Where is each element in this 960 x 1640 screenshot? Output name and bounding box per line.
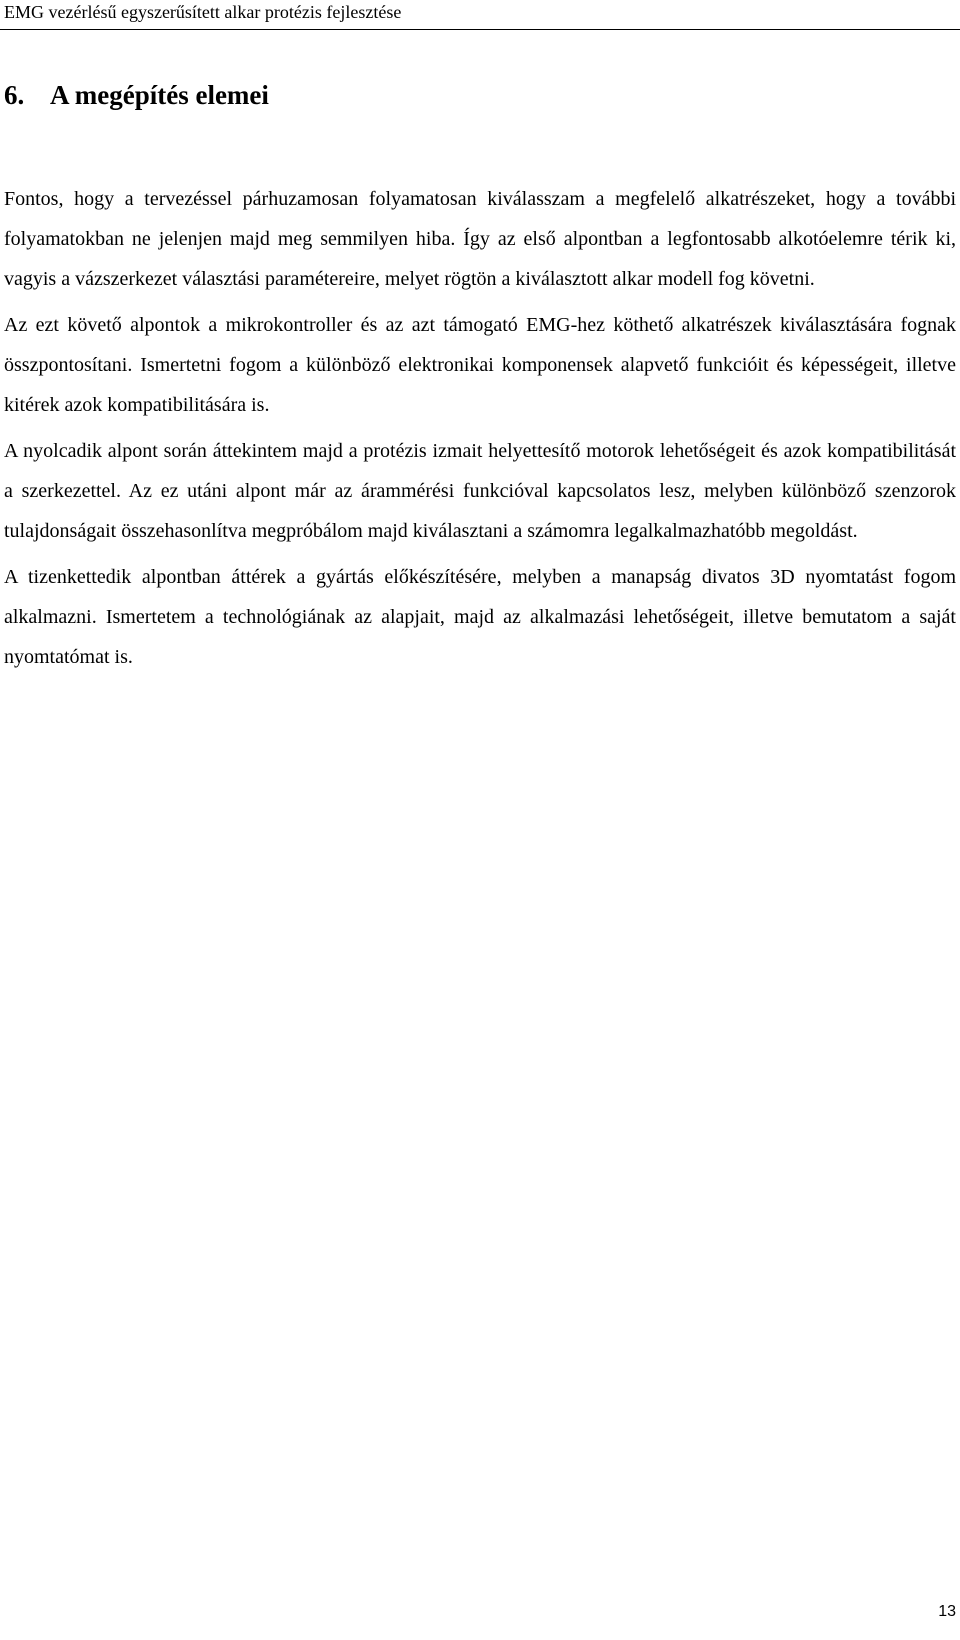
section-heading xyxy=(4,78,269,112)
body-text xyxy=(4,179,956,677)
section-title: A megépítés elemei xyxy=(50,80,269,110)
section-number: 6. xyxy=(4,80,25,110)
paragraph-1: Fontos, hogy a tervezéssel párhuzamosan folyamatosan kiválasszam a megfelelő alkatrészeket, hogy a további folyamatokban ne jelenjen majd meg semmilyen hiba. Így az első alpontban a legfontosabb alkotóelemre térik ki, vagyis a vázszerkezet választási paramétereire, melyet rögtön a kiválasztott alkar modell fog követni. xyxy=(4,188,956,290)
header-divider xyxy=(0,29,960,30)
paragraph-4: A tizenkettedik alpontban áttérek a gyártás előkészítésére, melyben a manapság divatos 3D nyomtatást fogom alkalmazni. Ismertetem a technológiának az alapjait, majd az alkalmazási lehetőségeit, illetve bemutatom a saját nyomtatómat is. xyxy=(4,566,956,668)
page-number: 13 xyxy=(938,1603,956,1620)
paragraph-3: A nyolcadik alpont során áttekintem majd a protézis izmait helyettesítő motorok lehetőségeit és azok kompatibilitását a szerkezettel. Az ez utáni alpont már az árammérési funkcióval kapcsolatos lesz, melyben különböző szenzorok tulajdonságait összehasonlítva megpróbálom majd kiválasztani a számomra legalkalmazhatóbb megoldást. xyxy=(4,440,956,542)
paragraph-2: Az ezt követő alpontok a mikrokontroller és az azt támogató EMG-hez köthető alkatrészek kiválasztására fognak összpontosítani. Ismertetni fogom a különböző elektronikai komponensek alapvető funkcióit és képességeit, illetve kitérek azok kompatibilitására is. xyxy=(4,314,956,416)
running-header: EMG vezérlésű egyszerűsített alkar protézis fejlesztése xyxy=(4,2,402,22)
